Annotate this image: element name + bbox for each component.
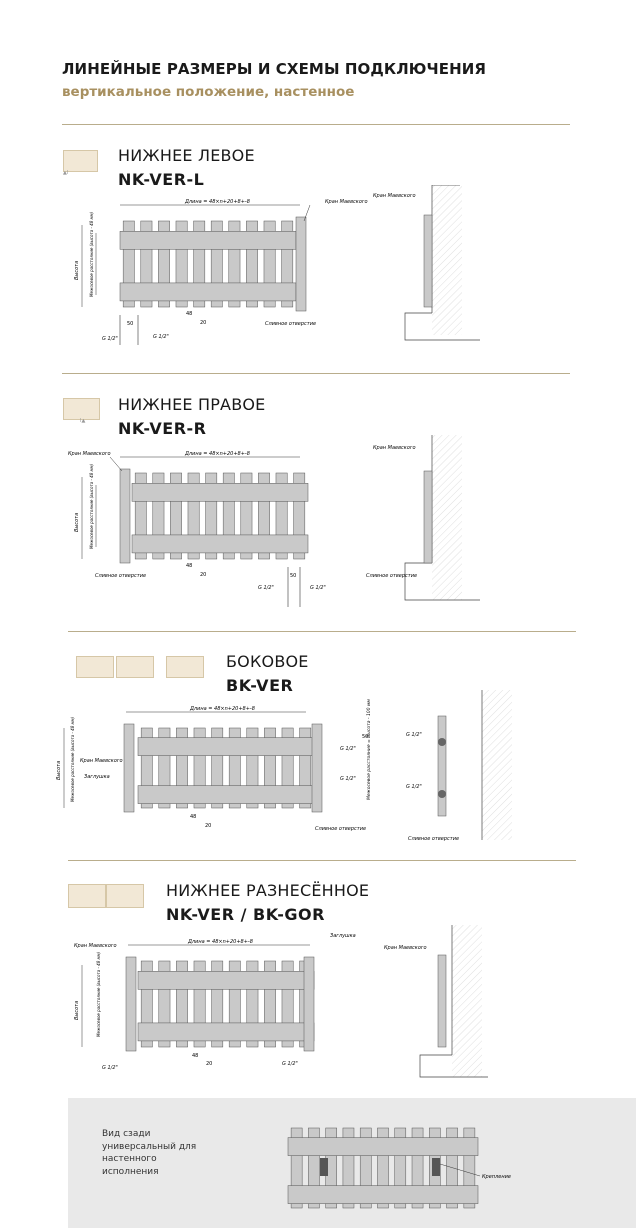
side-view [406,690,512,842]
swatch-marker: ▲I [63,170,69,176]
height-label: Высота [56,760,62,780]
outlet-label: G 1/2" [153,334,169,340]
mount-bracket [432,1158,440,1176]
crane-label: Кран Маевского [74,943,117,949]
length-label: Длина = 48×n+20+8+-8 [185,199,250,205]
radiator-riser [312,724,322,812]
side-crane-label: Кран Маевского [373,445,416,451]
page-subtitle: вертикальное положение, настенное [62,84,355,100]
outlet-pipe [438,790,446,798]
connection-swatch [63,398,100,420]
radiator-collector [120,283,296,301]
side-drain-label: Сливное отверстие [366,573,418,579]
length-label: Длина = 48×n+20+8+-8 [185,451,250,457]
divider [68,631,576,632]
connection-swatch [68,884,106,908]
dim-20: 20 [205,823,212,829]
connection-swatch [106,884,144,908]
height-label: Высота [74,512,80,532]
dim-50: 50 [127,321,134,327]
radiator-collector [288,1138,478,1156]
radiator-riser [304,957,314,1051]
diagram-nk-ver-l [60,185,580,355]
rear-view-caption: Вид сзади универсальный для настенного исполнения [102,1129,197,1177]
outlet-label: G 1/2" [340,776,356,782]
diagram-nk-ver-bk-gor [60,925,580,1085]
radiator-collector [120,231,296,249]
side-view [366,435,480,600]
outlet-label: G 1/2" [282,1061,298,1067]
radiator-riser [296,217,306,311]
divider [62,373,570,374]
wall-hatch [482,690,512,840]
connection-swatch [76,656,114,678]
height-label: Высота [74,260,80,280]
dim-48: 48 [190,814,197,820]
drain-label: Сливное отверстие [95,573,147,579]
side-view [384,925,488,1077]
connection-swatch [116,656,154,678]
axis-right-label: Межосевое расстояние = Высота - 100 мм [367,699,372,800]
side-outlet-label: G 1/2" [406,784,422,790]
inlet-label: G 1/2" [258,585,274,591]
crane-label: Кран Маевского [68,451,111,457]
radiator-front [126,957,314,1051]
section-code: NK-VER / BK-GOR [166,905,325,924]
wall-hatch [432,185,462,335]
page-title: ЛИНЕЙНЫЕ РАЗМЕРЫ И СХЕМЫ ПОДКЛЮЧЕНИЯ [62,60,487,78]
crane-label: Кран Маевского [325,199,368,205]
inlet-label: G 1/2" [102,336,118,342]
radiator-collector [132,483,308,501]
section-code: NK-VER-R [118,419,207,438]
section-code: NK-VER-L [118,170,205,189]
mount-bracket [320,1158,328,1176]
connection-swatch [166,656,204,678]
mount-label: Крепление [482,1174,511,1180]
section-code: BK-VER [226,676,294,695]
outlet-label: G 1/2" [310,585,326,591]
dim-48: 48 [186,311,193,317]
inlet-label: G 1/2" [102,1065,118,1071]
wall-hatch [432,435,462,600]
radiator-collector [132,535,308,553]
radiator-front [124,724,322,812]
crane-leader [304,205,310,221]
height-label: Высота [74,1000,80,1020]
side-view [373,185,482,340]
side-drain-label: Сливное отверстие [408,836,460,842]
radiator-riser [124,724,134,812]
axis-label: Межосевое расстояние (высота - 48 мм) [70,716,75,802]
side-crane-label: Кран Маевского [384,945,427,951]
dim-48: 48 [192,1053,199,1059]
inlet-label: G 1/2" [340,746,356,752]
divider [62,124,570,125]
axis-label: Межосевое расстояние (высота - 48 мм) [96,951,101,1037]
dim-50: 50 [290,573,297,579]
wall-hatch [452,925,482,1077]
plug-label: Заглушка [84,774,110,780]
radiator-rear [288,1128,478,1208]
section-name: НИЖНЕЕ ЛЕВОЕ [118,146,255,165]
radiator-riser [120,469,130,563]
section-name: БОКОВОЕ [226,652,309,671]
radiator-front [120,469,308,563]
drain-label: Сливное отверстие [315,826,367,832]
radiator-front [120,217,306,311]
length-label: Длина = 48×n+20+8+-8 [190,706,255,712]
diagram-nk-ver-r [60,435,580,610]
side-inlet-label: G 1/2" [406,732,422,738]
length-label: Длина = 48×n+20+8+-8 [188,939,253,945]
section-name: НИЖНЕЕ РАЗНЕСЁННОЕ [166,881,370,900]
dim-20: 20 [206,1061,213,1067]
radiator-riser [126,957,136,1051]
crane-leader [110,457,122,471]
radiator-collector [138,1023,314,1041]
rear-view-diagram [260,1118,560,1228]
side-radiator [438,716,446,816]
divider [68,860,576,861]
side-crane-label: Кран Маевского [373,193,416,199]
dim-20: 20 [200,572,207,578]
side-radiator [438,955,446,1047]
swatch-marker: I▲ [80,418,86,424]
radiator-collector [138,738,314,756]
inlet-pipe [438,738,446,746]
side-radiator [424,215,432,307]
dim-48: 48 [186,563,193,569]
radiator-collector [288,1186,478,1204]
connection-swatch [63,150,98,172]
section-name: НИЖНЕЕ ПРАВОЕ [118,395,266,414]
plug-label: Заглушка [330,933,356,939]
diagram-bk-ver [50,690,580,855]
axis-label: Межосевое расстояние (высота - 48 мм) [89,211,94,297]
axis-label: Межосевое расстояние (высота - 48 мм) [89,463,94,549]
dim-20: 20 [200,320,207,326]
drain-label: Сливное отверстие [265,321,317,327]
radiator-collector [138,971,314,989]
crane-label: Кран Маевского [80,758,123,764]
side-radiator [424,471,432,563]
radiator-collector [138,786,314,804]
dim-50: 50 [362,734,369,740]
